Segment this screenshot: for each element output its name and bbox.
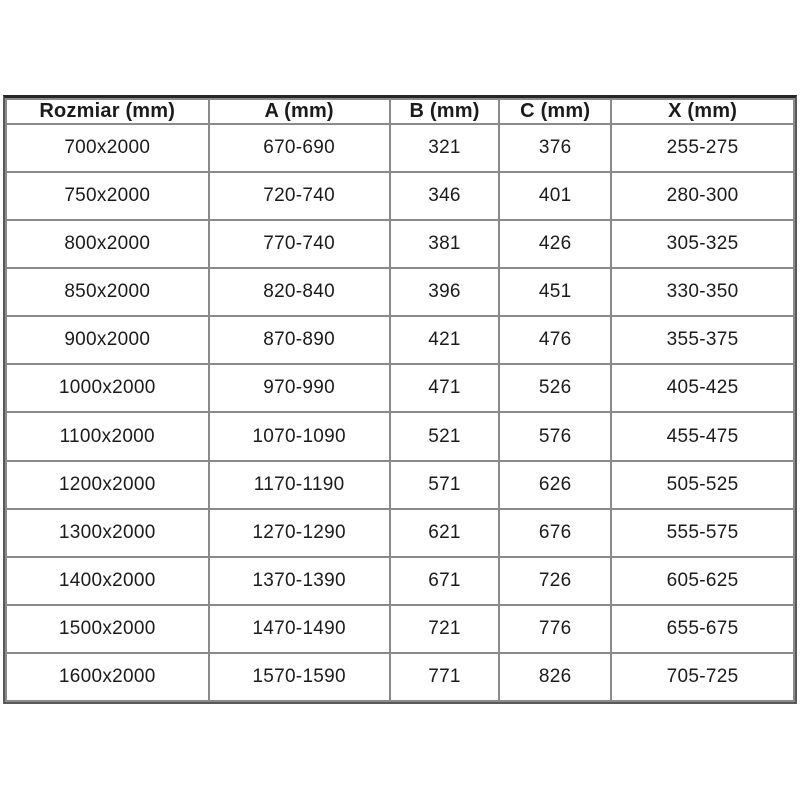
table-cell: 705-725 — [611, 653, 794, 701]
table-cell: 900x2000 — [6, 316, 209, 364]
table-cell: 521 — [390, 412, 500, 460]
column-header-a: A (mm) — [209, 99, 390, 124]
table-cell: 700x2000 — [6, 124, 209, 172]
table-cell: 726 — [499, 557, 611, 605]
table-cell: 1170-1190 — [209, 461, 390, 509]
table-cell: 576 — [499, 412, 611, 460]
table-cell: 820-840 — [209, 268, 390, 316]
table-cell: 401 — [499, 172, 611, 220]
table-cell: 870-890 — [209, 316, 390, 364]
table-cell: 720-740 — [209, 172, 390, 220]
table-cell: 1000x2000 — [6, 364, 209, 412]
table-row — [6, 268, 794, 316]
table-cell: 355-375 — [611, 316, 794, 364]
table-row — [6, 124, 794, 172]
table-cell: 426 — [499, 220, 611, 268]
table-cell: 455-475 — [611, 412, 794, 460]
table-cell: 330-350 — [611, 268, 794, 316]
table-cell: 255-275 — [611, 124, 794, 172]
table-cell: 655-675 — [611, 605, 794, 653]
table-cell: 396 — [390, 268, 500, 316]
table-cell: 526 — [499, 364, 611, 412]
table-cell: 280-300 — [611, 172, 794, 220]
table-cell: 505-525 — [611, 461, 794, 509]
column-header-x: X (mm) — [611, 99, 794, 124]
table-cell: 1570-1590 — [209, 653, 390, 701]
table-cell: 671 — [390, 557, 500, 605]
table-cell: 381 — [390, 220, 500, 268]
table-cell: 721 — [390, 605, 500, 653]
table-cell: 621 — [390, 509, 500, 557]
table-cell: 1270-1290 — [209, 509, 390, 557]
table-cell: 970-990 — [209, 364, 390, 412]
table-cell: 1600x2000 — [6, 653, 209, 701]
table-cell: 421 — [390, 316, 500, 364]
table-cell: 451 — [499, 268, 611, 316]
table-cell: 1370-1390 — [209, 557, 390, 605]
table-cell: 1500x2000 — [6, 605, 209, 653]
table-header-row — [6, 99, 794, 124]
table-row — [6, 509, 794, 557]
table-cell: 1200x2000 — [6, 461, 209, 509]
table-cell: 605-625 — [611, 557, 794, 605]
table-cell: 626 — [499, 461, 611, 509]
table-cell: 476 — [499, 316, 611, 364]
table-cell: 346 — [390, 172, 500, 220]
column-header-rozmiar: Rozmiar (mm) — [6, 99, 209, 124]
table-cell: 676 — [499, 509, 611, 557]
column-header-b: B (mm) — [390, 99, 500, 124]
table-cell: 770-740 — [209, 220, 390, 268]
table-row — [6, 220, 794, 268]
table-cell: 1470-1490 — [209, 605, 390, 653]
table-cell: 850x2000 — [6, 268, 209, 316]
size-table — [5, 98, 795, 702]
table-cell: 771 — [390, 653, 500, 701]
table-row — [6, 316, 794, 364]
table-row — [6, 461, 794, 509]
table-row — [6, 172, 794, 220]
table-row — [6, 653, 794, 701]
size-table-frame — [3, 95, 797, 704]
table-row — [6, 605, 794, 653]
table-cell: 321 — [390, 124, 500, 172]
table-cell: 826 — [499, 653, 611, 701]
table-row — [6, 364, 794, 412]
column-header-c: C (mm) — [499, 99, 611, 124]
table-cell: 471 — [390, 364, 500, 412]
table-cell: 571 — [390, 461, 500, 509]
table-cell: 1100x2000 — [6, 412, 209, 460]
table-cell: 305-325 — [611, 220, 794, 268]
table-cell: 1300x2000 — [6, 509, 209, 557]
table-cell: 1400x2000 — [6, 557, 209, 605]
table-row — [6, 412, 794, 460]
table-cell: 670-690 — [209, 124, 390, 172]
table-cell: 1070-1090 — [209, 412, 390, 460]
table-cell: 555-575 — [611, 509, 794, 557]
table-cell: 750x2000 — [6, 172, 209, 220]
table-cell: 776 — [499, 605, 611, 653]
table-cell: 376 — [499, 124, 611, 172]
table-cell: 800x2000 — [6, 220, 209, 268]
table-row — [6, 557, 794, 605]
table-cell: 405-425 — [611, 364, 794, 412]
